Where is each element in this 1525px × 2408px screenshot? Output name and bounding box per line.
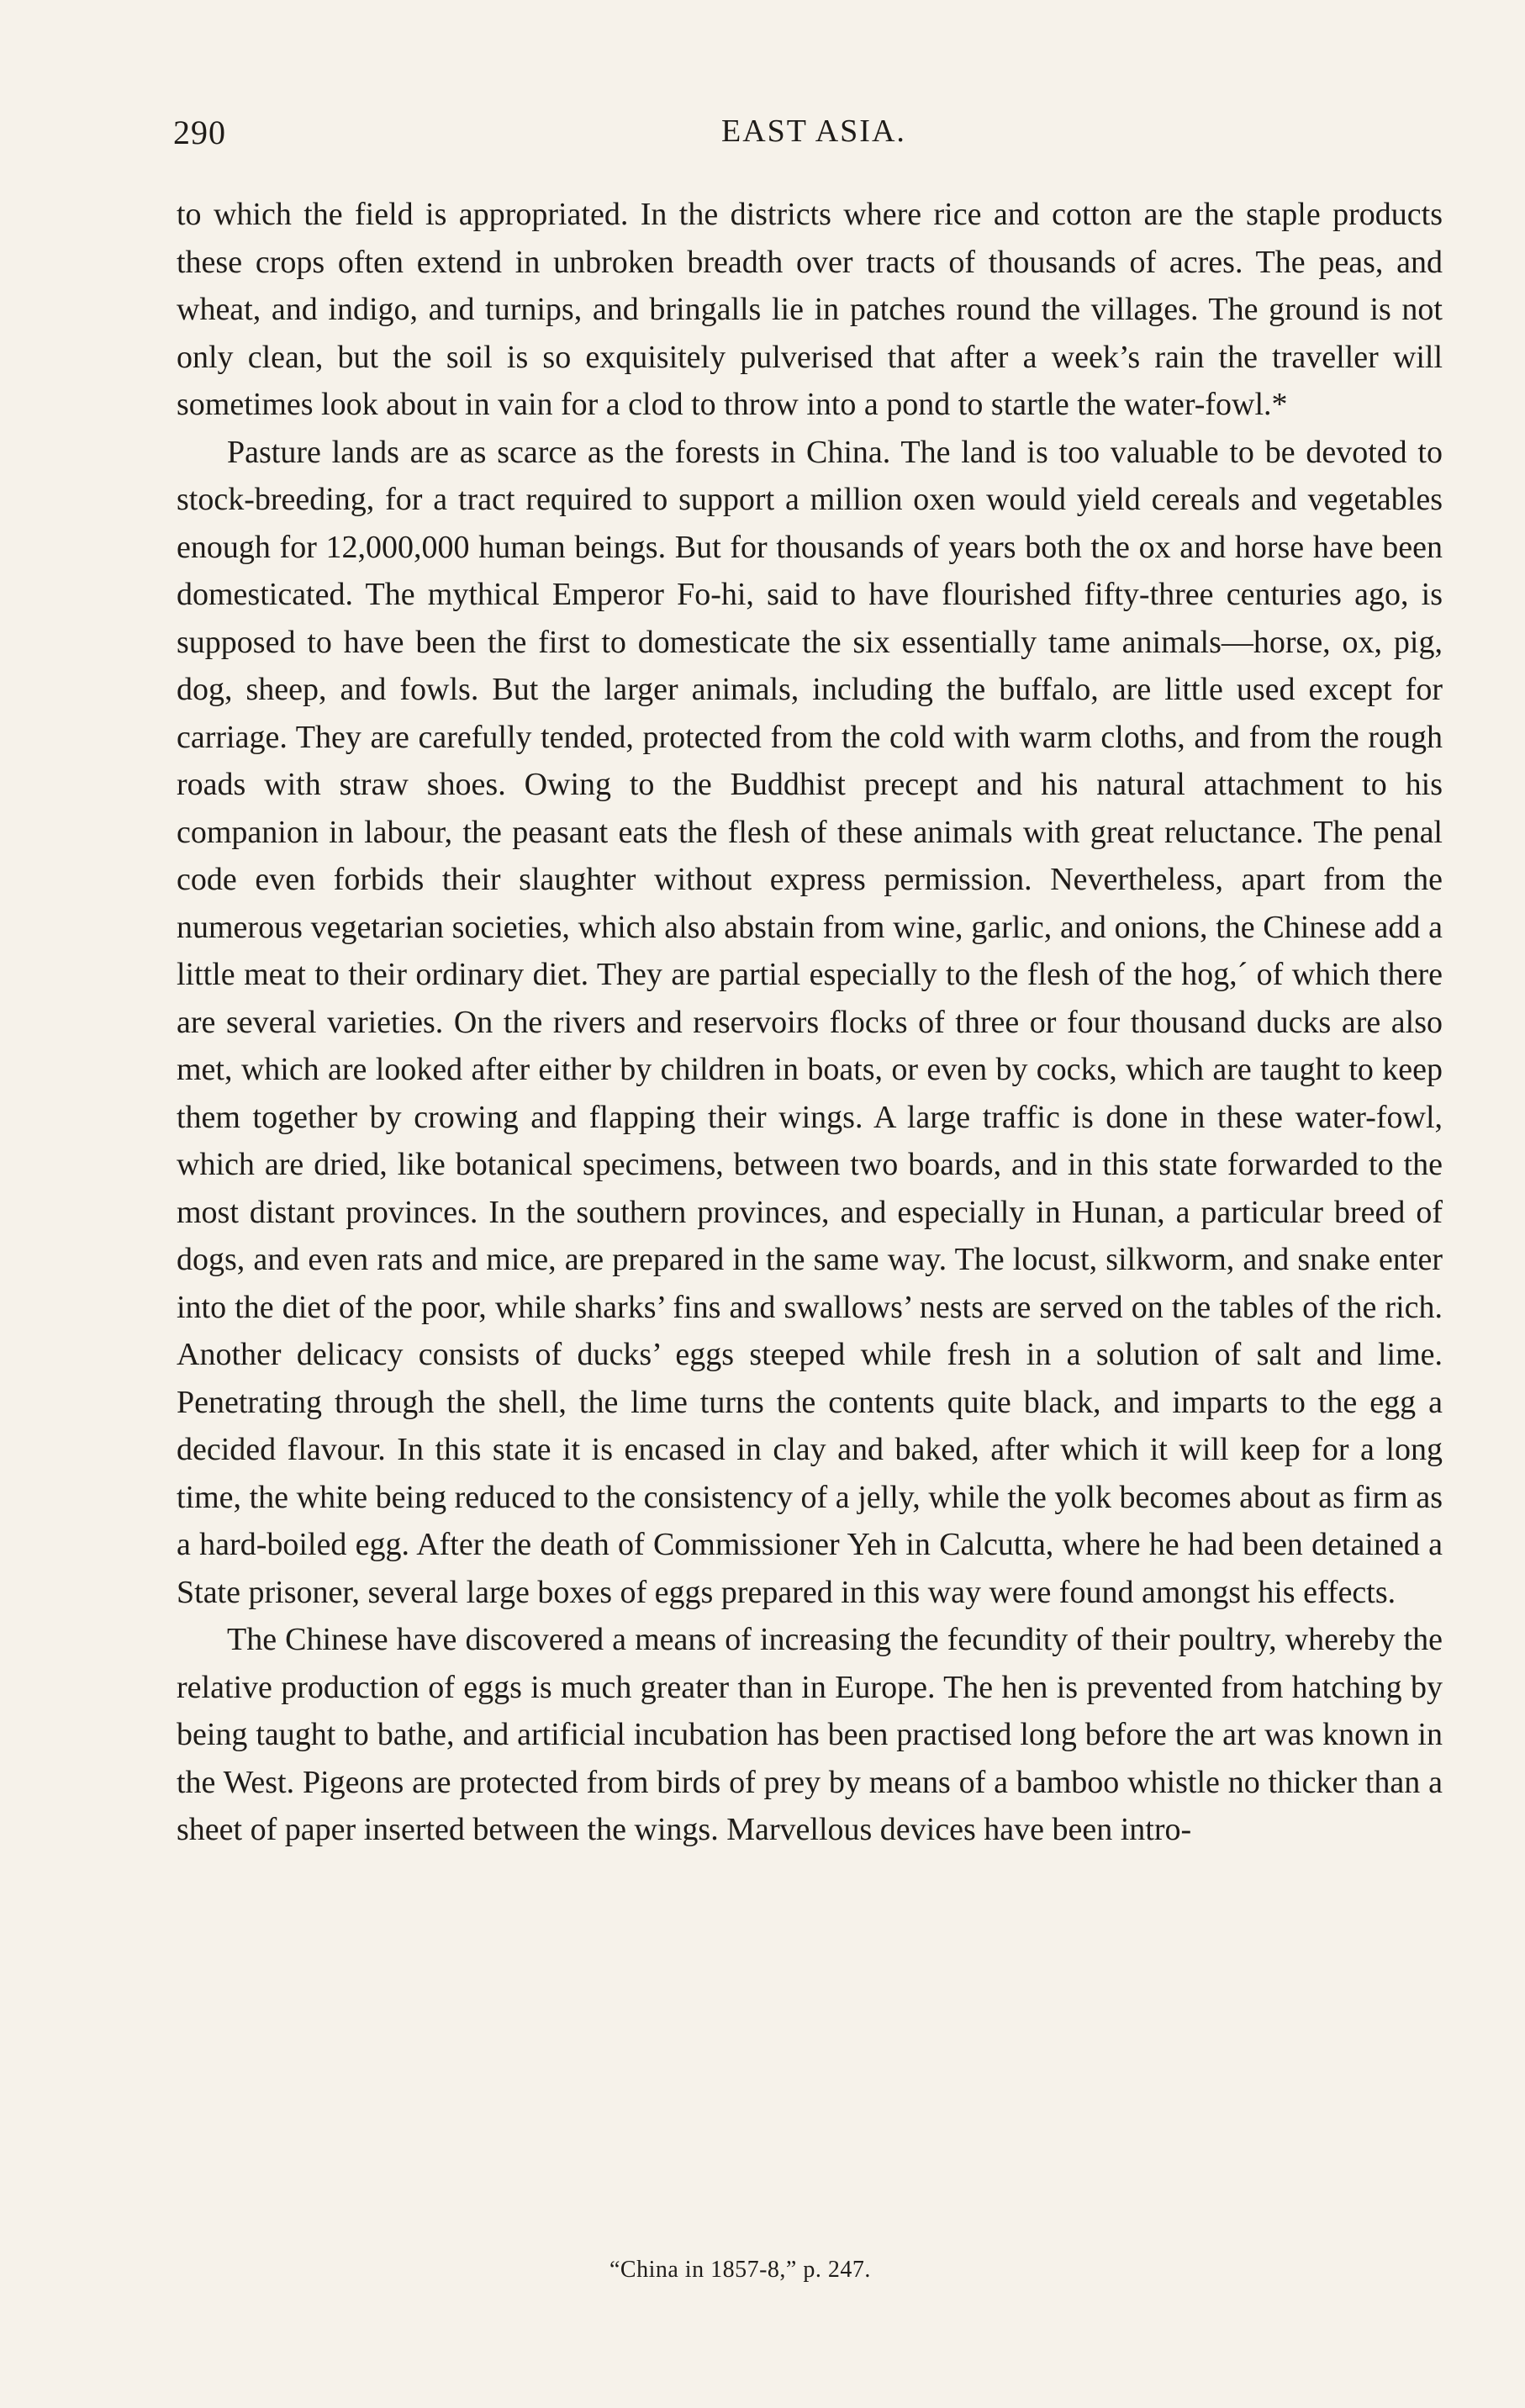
- paragraph-poultry: The Chinese have discovered a means of increasing the fecundity of their poultry, whereby the relative production of eggs is much greater than in Europe. The hen is prevented from hatching by being taught to bathe, and artificial incubation has been practised long before the art was known in the West. Pigeons are protected from birds of prey by means of a bamboo whistle no thicker than a sheet of paper inserted between the wings. Marvellous devices have been intro-: [177, 1622, 1443, 1847]
- body-text: [177, 191, 1443, 1854]
- footnote: “China in 1857-8,” p. 247.: [609, 2257, 871, 2283]
- page-number: 290: [173, 114, 226, 151]
- paragraph-pasture-lands: Pasture lands are as scarce as the forests in China. The land is too valuable to be devoted to stock-breeding, for a tract required to support a million oxen would yield cereals and vegetables enough for 12,000,000 human beings. But for thousands of years both the ox and horse have been domesticated. The mythical Emperor Fo-hi, said to have flourished fifty-three centuries ago, is supposed to have been the first to domesticate the six essentially tame animals—horse, ox, pig, dog, sheep, and fowls. But the larger animals, including the buffalo, are little used except for carriage. They are carefully tended, protected from the cold with warm cloths, and from the rough roads with straw shoes. Owing to the Buddhist precept and his natural attachment to his companion in labour, the peasant eats the flesh of these animals with great reluctance. The penal code even forbids their slaughter without express permission. Nevertheless, apart from the numerous vegetarian societies, which also abstain from wine, garlic, and onions, the Chinese add a little meat to their ordinary diet. They are partial especially to the flesh of the hog,´ of which there are several varieties. On the rivers and reservoirs flocks of three or four thousand ducks are also met, which are looked after either by children in boats, or even by cocks, which are taught to keep them together by crowing and flapping their wings. A large traffic is done in these water-fowl, which are dried, like botanical specimens, between two boards, and in this state forwarded to the most distant provinces. In the southern provinces, and especially in Hunan, a particular breed of dogs, and even rats and mice, are prepared in the same way. The locust, silkworm, and snake enter into the diet of the poor, while sharks’ fins and swallows’ nests are served on the tables of the rich. Another delicacy consists of ducks’ eggs steeped while fresh in a solution of salt and lime. Penetrating through the shell, the lime turns the contents quite black, and imparts to the egg a decided flavour. In this state it is encased in clay and baked, after which it will keep for a long time, the white being reduced to the consistency of a jelly, while the yolk becomes about as firm as a hard-boiled egg. After the death of Commissioner Yeh in Calcutta, where he had been detained a State prisoner, several large boxes of eggs prepared in this way were found amongst his effects.: [177, 434, 1443, 1610]
- page-header: [173, 113, 1451, 163]
- paragraph-continued: to which the field is appropriated. In the districts where rice and cotton are the staple products these crops often extend in unbroken breadth over tracts of thousands of acres. The peas, and wheat, and indigo, and turnips, and bringalls lie in patches round the villages. The ground is not only clean, but the soil is so exquisitely pulverised that after a week’s rain the traveller will sometimes look about in vain for a clod to throw into a pond to startle the water-fowl.*: [177, 197, 1443, 422]
- running-head: EAST ASIA.: [721, 114, 906, 149]
